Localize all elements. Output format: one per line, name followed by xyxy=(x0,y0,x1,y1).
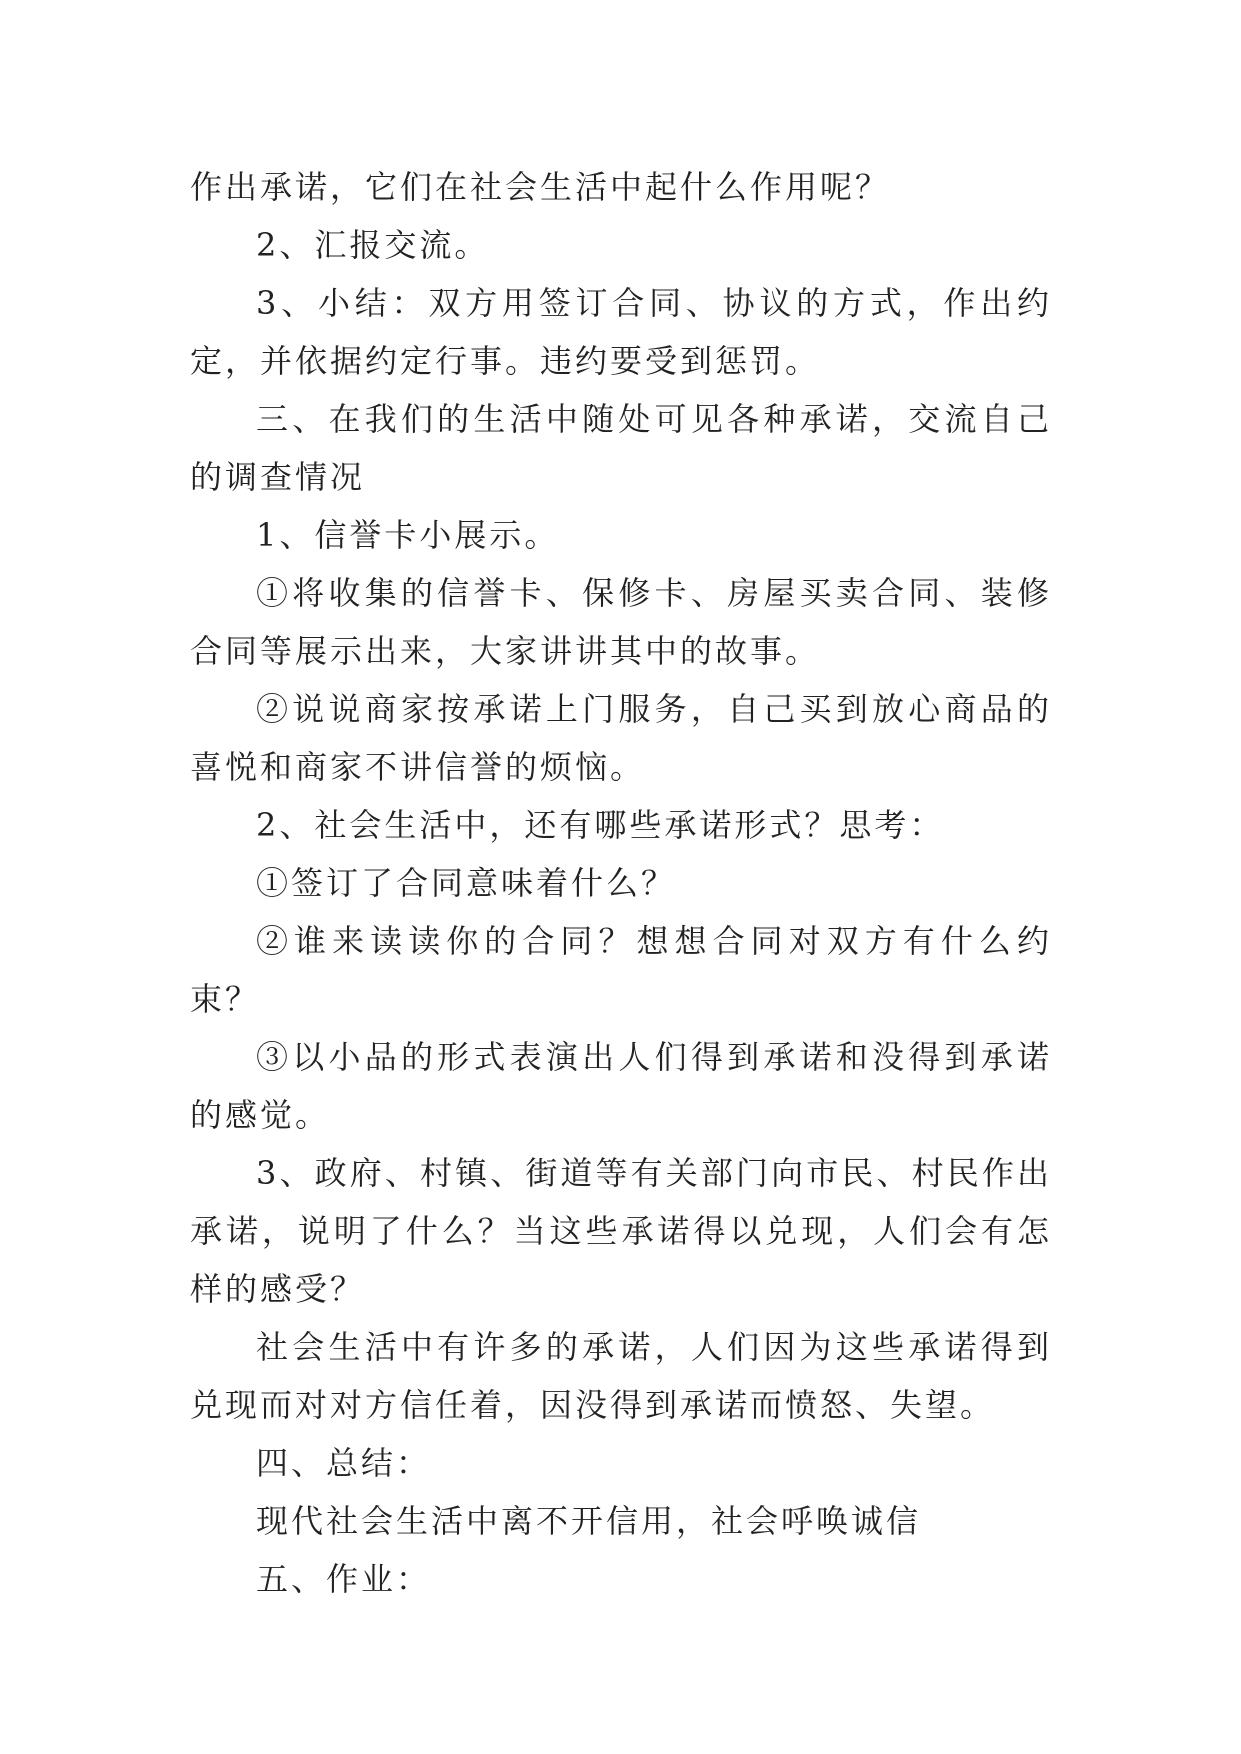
document-body xyxy=(190,158,1052,1608)
section-heading: 三、在我们的生活中随处可见各种承诺，交流自己的调查情况 xyxy=(190,400,1052,496)
paragraph: ②说说商家按承诺上门服务，自己买到放心商品的喜悦和商家不讲信誉的烦恼。 xyxy=(190,690,1052,786)
paragraph: 现代社会生活中离不开信用，社会呼唤诚信 xyxy=(256,1502,922,1540)
paragraph: 社会生活中有许多的承诺，人们因为这些承诺得到兑现而对对方信任着，因没得到承诺而愤怒、失望。 xyxy=(190,1328,1052,1424)
paragraph: 1、信誉卡小展示。 xyxy=(256,516,560,554)
paragraph: 3、小结：双方用签订合同、协议的方式，作出约定，并依据约定行事。违约要受到惩罚。 xyxy=(190,284,1052,380)
paragraph: 作出承诺，它们在社会生活中起什么作用呢？ xyxy=(190,168,891,206)
paragraph: 3、政府、村镇、街道等有关部门向市民、村民作出承诺，说明了什么？当这些承诺得以兑现，人们会有怎样的感受？ xyxy=(190,1154,1052,1308)
paragraph: 2、社会生活中，还有哪些承诺形式？思考： xyxy=(256,806,945,844)
paragraph: 2、汇报交流。 xyxy=(256,226,490,264)
paragraph: ②谁来读读你的合同？想想合同对双方有什么约束？ xyxy=(190,922,1052,1018)
paragraph: ①将收集的信誉卡、保修卡、房屋买卖合同、装修合同等展示出来，大家讲讲其中的故事。 xyxy=(190,574,1052,670)
section-heading: 五、作业： xyxy=(256,1560,432,1598)
paragraph: ①签订了合同意味着什么？ xyxy=(256,864,677,902)
paragraph: ③以小品的形式表演出人们得到承诺和没得到承诺的感觉。 xyxy=(190,1038,1052,1134)
section-heading: 四、总结： xyxy=(256,1444,432,1482)
